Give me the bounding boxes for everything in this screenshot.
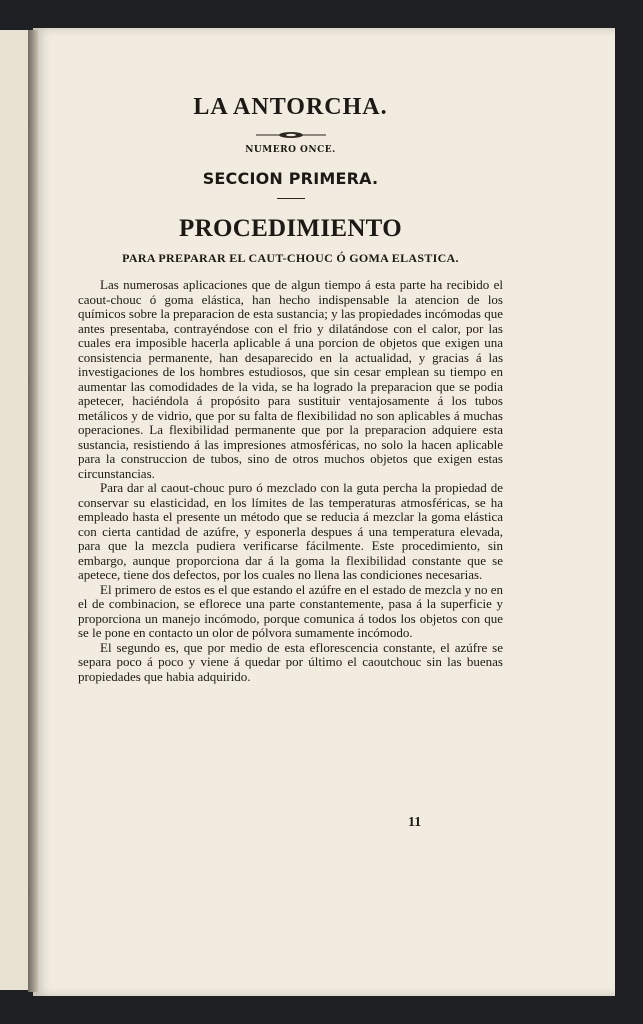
decorative-rule-icon	[78, 126, 503, 136]
masthead-title: LA ANTORCHA.	[193, 94, 388, 120]
paragraph: Para dar al caout-chouc puro ó mezclado con la guta percha la propiedad de conservar su elasticidad, en los límites de las temperaturas atmosféricas, se ha empleado hasta el presente un método que se reducia á mezclar la goma elástica con cierta cantidad de azúfre, y esponerla despues á una temperatura elevada, para que la mezcla pudiera verificarse fácilmente. Este procedimiento, sin embargo, aunque proporciona dar á la goma la flexibilidad constante que se apetece, tiene dos defectos, por los cuales no llena las condiciones necesarias.	[78, 480, 503, 582]
paragraph: Las numerosas aplicaciones que de algun tiempo á esta parte ha recibido el caout-chouc ó goma elástica, han hecho indispensable la atencion de los químicos sobre la preparacion de esta sustancia; y las propiedades incómodas que antes presentaba, contrayéndose con el frio y dilatándose con el calor, por las cuales era imposible hacerla aplicable á una porcion de objetos que exigen una consistencia permanente, han desaparecido en la actualidad, y gracias á las investigaciones de los hombres estudiosos, que sin cesar emplean su tiempo en aumentar las comodidades de la vida, se ha logrado la preparacion que se podia apetecer, haciéndola á propósito para sustituir ventajosamente á los tubos metálicos y de vidrio, que por su falta de flexibilidad no son aplicables á muchas operaciones. La flexibilidad permanente que por la preparacion adquiere esta sustancia, resistiendo á las impresiones atmosféricas, no solo la hacen aplicable para la construccion de tubos, sino de otros muchos objetos que exigen estas circunstancias.	[78, 277, 503, 481]
article-title: PROCEDIMIENTO	[179, 215, 402, 242]
article-subtitle: PARA PREPARAR EL CAUT-CHOUC Ó GOMA ELASTICA.	[122, 251, 459, 265]
paragraph: El primero de estos es el que estando el azúfre en el estado de mezcla y no en el de combinacion, se eflorece una parte constantemente, pasa á la superficie y proporciona un manejo incómodo, porque comunica á todos los objetos con que se le pone en contacto un olor de pólvora sumamente incómodo.	[78, 581, 503, 640]
section-heading: SECCION PRIMERA.	[202, 169, 379, 188]
paragraph: El segundo es, que por medio de esta eflorescencia constante, el azúfre se separa poco á poco y viene á quedar por último el caoutchouc sin las buenas propiedades que habia adquirido.	[78, 639, 503, 684]
section-divider	[277, 198, 305, 199]
page-content	[78, 92, 503, 684]
page-number: 11	[408, 815, 422, 830]
issue-number: NUMERO ONCE.	[245, 145, 336, 155]
book-gutter	[28, 30, 38, 992]
